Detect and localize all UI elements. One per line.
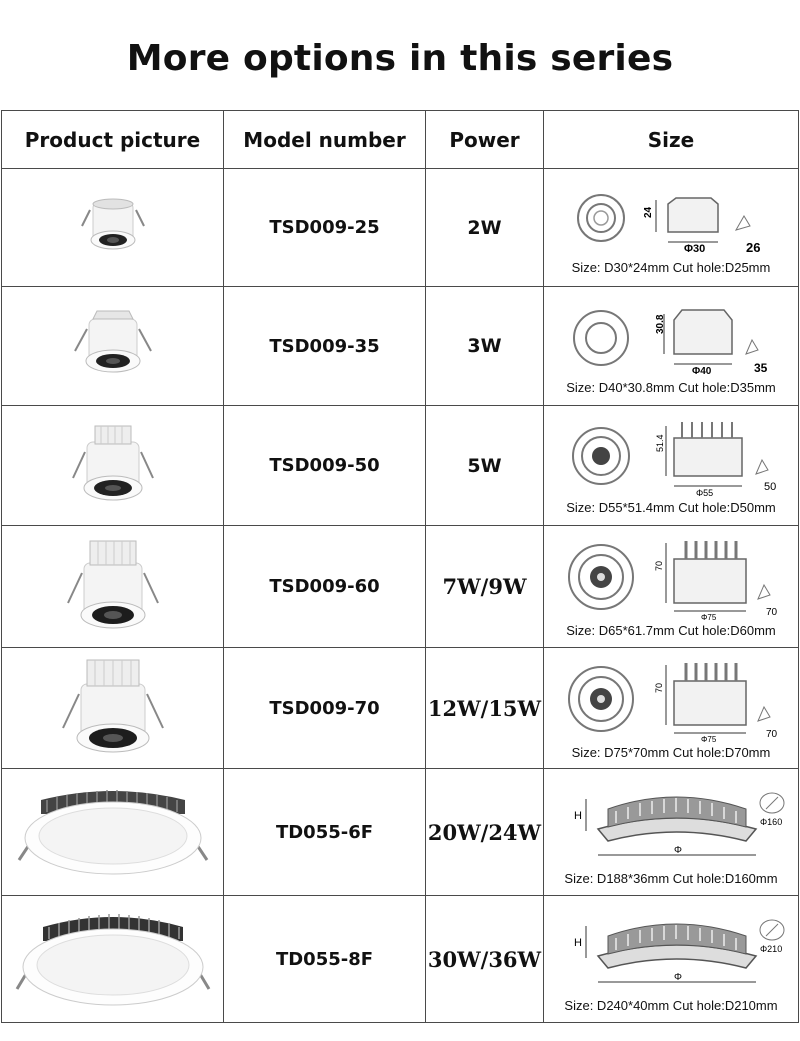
height-label: 24	[643, 206, 654, 218]
size-caption: Size: D65*61.7mm Cut hole:D60mm	[566, 623, 776, 638]
model-number: TD055-6F	[224, 769, 426, 896]
model-number: TSD009-50	[224, 406, 426, 526]
size-cell	[544, 896, 799, 1023]
product-picture	[2, 169, 224, 287]
power-value: 5W	[426, 406, 544, 526]
header-product-picture: Product picture	[2, 111, 224, 169]
hole-label: Φ210	[760, 943, 783, 954]
size-caption: Size: D75*70mm Cut hole:D70mm	[571, 744, 771, 760]
downlight-small-icon	[68, 188, 158, 268]
power-value: 12W/15W	[426, 648, 544, 769]
downlight-medium-icon	[58, 535, 168, 639]
height-label: 70	[654, 682, 664, 693]
dimension-drawing-icon	[546, 779, 796, 869]
downlight-large-icon	[53, 654, 173, 762]
header-size: Size	[544, 111, 799, 169]
product-picture	[2, 769, 224, 896]
table-row	[2, 406, 799, 526]
size-caption: Size: D40*30.8mm Cut hole:D35mm	[566, 379, 776, 395]
height-label: H	[574, 936, 582, 949]
height-label: 51.4	[655, 434, 665, 452]
hole-label: Φ160	[760, 816, 783, 827]
diameter-label: Φ55	[696, 488, 714, 498]
product-picture	[2, 287, 224, 406]
power-value: 3W	[426, 287, 544, 406]
product-picture	[2, 648, 224, 769]
hole-label: 70	[766, 728, 778, 740]
options-table	[1, 110, 799, 1023]
model-number: TSD009-70	[224, 648, 426, 769]
model-number: TSD009-25	[224, 169, 426, 287]
diameter-label: Φ75	[701, 613, 717, 621]
hole-label: 70	[766, 607, 778, 618]
table-row	[2, 287, 799, 406]
power-value: 20W/24W	[426, 769, 544, 896]
dimension-drawing-icon	[546, 416, 796, 498]
dimension-drawing-icon	[546, 906, 796, 996]
diameter-label: Φ	[674, 844, 682, 856]
page-title: More options in this series	[126, 38, 674, 79]
size-cell	[544, 287, 799, 406]
size-caption: Size: D30*24mm Cut hole:D25mm	[571, 260, 771, 275]
size-cell	[544, 648, 799, 769]
hole-label: 26	[746, 240, 761, 255]
header-model-number: Model number	[224, 111, 426, 169]
model-number: TD055-8F	[224, 896, 426, 1023]
diameter-label: Φ30	[684, 243, 706, 255]
hole-label: 50	[764, 481, 777, 493]
power-value: 2W	[426, 169, 544, 287]
diameter-label: Φ40	[692, 365, 712, 377]
table-row	[2, 169, 799, 287]
diameter-label: Φ75	[701, 734, 717, 743]
product-picture	[2, 406, 224, 526]
diameter-label: Φ	[674, 971, 682, 983]
table-row	[2, 769, 799, 896]
panel-downlight-icon	[13, 907, 213, 1011]
header-power: Power	[426, 111, 544, 169]
size-cell	[544, 406, 799, 526]
product-picture	[2, 526, 224, 648]
dimension-drawing-icon	[546, 657, 796, 743]
height-label: 30.8	[655, 314, 666, 334]
table-row	[2, 526, 799, 648]
table-row	[2, 896, 799, 1023]
dimension-drawing-icon	[546, 298, 796, 378]
power-value: 30W/36W	[426, 896, 544, 1023]
product-picture	[2, 896, 224, 1023]
dimension-drawing-icon	[546, 180, 796, 258]
size-caption: Size: D240*40mm Cut hole:D210mm	[564, 997, 778, 1013]
size-cell	[544, 169, 799, 287]
model-number: TSD009-60	[224, 526, 426, 648]
size-cell	[544, 769, 799, 896]
power-value: 7W/9W	[426, 526, 544, 648]
size-caption: Size: D188*36mm Cut hole:D160mm	[564, 870, 778, 886]
table-row	[2, 648, 799, 769]
dimension-drawing-icon	[546, 535, 796, 621]
panel-downlight-icon	[13, 782, 213, 882]
table-header-row	[2, 111, 799, 169]
hole-label: 35	[754, 360, 768, 375]
size-cell	[544, 526, 799, 648]
height-label: H	[574, 809, 582, 822]
height-label: 70	[654, 560, 664, 571]
downlight-medium-icon	[63, 418, 163, 514]
downlight-small-icon	[63, 301, 163, 391]
size-caption: Size: D55*51.4mm Cut hole:D50mm	[566, 500, 776, 515]
model-number: TSD009-35	[224, 287, 426, 406]
